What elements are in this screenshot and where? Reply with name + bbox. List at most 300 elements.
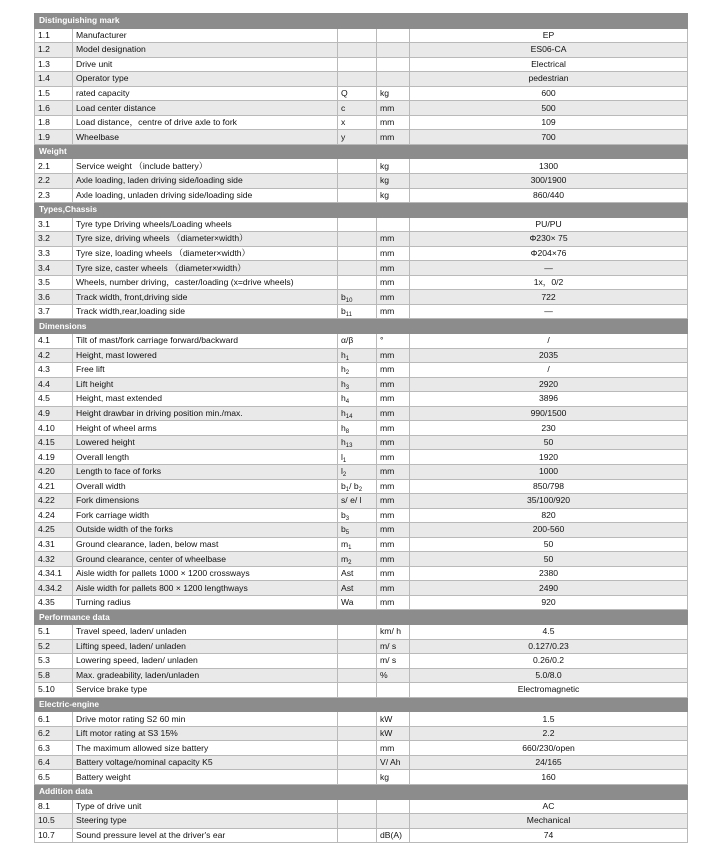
row-value: 1.5 <box>410 712 688 727</box>
row-symbol <box>338 72 377 87</box>
row-number: 3.1 <box>35 217 73 232</box>
symbol-text: h <box>341 393 346 404</box>
row-symbol <box>338 799 377 814</box>
row-symbol <box>338 814 377 829</box>
symbol-subscript: 5 <box>345 530 350 537</box>
row-value: — <box>410 261 688 276</box>
row-value: 920 <box>410 595 688 610</box>
row-item: Travel speed, laden/ unladen <box>73 624 338 639</box>
row-value: 0.127/0.23 <box>410 639 688 654</box>
row-value: 700 <box>410 130 688 145</box>
section-header <box>35 697 688 712</box>
spec-row <box>35 130 688 145</box>
row-number: 2.3 <box>35 188 73 203</box>
row-unit: mm <box>377 450 410 465</box>
row-symbol <box>338 712 377 727</box>
row-symbol <box>338 654 377 669</box>
row-unit: m/ s <box>377 654 410 669</box>
row-item: Tilt of mast/fork carriage forward/backward <box>73 334 338 349</box>
row-unit: mm <box>377 115 410 130</box>
row-unit: mm <box>377 421 410 436</box>
spec-row <box>35 494 688 509</box>
symbol-text: l <box>341 466 343 477</box>
row-value: 0.26/0.2 <box>410 654 688 669</box>
row-value: 860/440 <box>410 188 688 203</box>
symbol-text: α/β <box>341 335 354 346</box>
row-item: Lowered height <box>73 435 338 450</box>
row-number: 3.3 <box>35 246 73 261</box>
spec-row <box>35 217 688 232</box>
row-unit: mm <box>377 363 410 378</box>
row-unit: ° <box>377 334 410 349</box>
row-value: 3896 <box>410 392 688 407</box>
spec-row <box>35 683 688 698</box>
row-symbol <box>338 217 377 232</box>
row-value: Electrical <box>410 57 688 72</box>
row-number: 6.1 <box>35 712 73 727</box>
symbol-text-2: / b <box>349 480 359 491</box>
row-symbol <box>338 188 377 203</box>
row-unit: mm <box>377 741 410 756</box>
row-item: Height of wheel arms <box>73 421 338 436</box>
row-item: Axle loading, laden driving side/loading side <box>73 174 338 189</box>
row-symbol <box>338 741 377 756</box>
row-number: 3.7 <box>35 304 73 319</box>
row-item: Model designation <box>73 43 338 58</box>
row-number: 5.10 <box>35 683 73 698</box>
symbol-subscript: 8 <box>345 428 350 435</box>
row-item: The maximum allowed size battery <box>73 741 338 756</box>
symbol-text: Ast <box>341 568 354 579</box>
row-number: 1.8 <box>35 115 73 130</box>
spec-row <box>35 188 688 203</box>
row-number: 6.5 <box>35 770 73 785</box>
spec-row <box>35 464 688 479</box>
row-unit <box>377 57 410 72</box>
row-item: Height, mast extended <box>73 392 338 407</box>
row-symbol <box>338 86 377 101</box>
row-number: 4.4 <box>35 377 73 392</box>
row-item: Aisle width for pallets 800 × 1200 lengthways <box>73 581 338 596</box>
row-symbol <box>338 770 377 785</box>
row-item: Lift height <box>73 377 338 392</box>
symbol-text: h <box>341 408 346 419</box>
row-symbol <box>338 508 377 523</box>
row-symbol <box>338 566 377 581</box>
row-value: Electromagnetic <box>410 683 688 698</box>
row-item: Outside width of the forks <box>73 523 338 538</box>
row-unit <box>377 217 410 232</box>
spec-row <box>35 450 688 465</box>
symbol-text: Q <box>341 88 348 98</box>
row-value: 230 <box>410 421 688 436</box>
symbol-text: h <box>341 437 346 448</box>
row-item: Fork dimensions <box>73 494 338 509</box>
symbol-text: b <box>341 509 346 520</box>
row-unit: mm <box>377 581 410 596</box>
row-value: 24/165 <box>410 755 688 770</box>
row-value: 1000 <box>410 464 688 479</box>
row-unit: mm <box>377 290 410 305</box>
row-number: 1.4 <box>35 72 73 87</box>
row-value: PU/PU <box>410 217 688 232</box>
row-symbol <box>338 261 377 276</box>
row-item: Lifting speed, laden/ unladen <box>73 639 338 654</box>
row-item: Tyre size, loading wheels （diameter×width） <box>73 246 338 261</box>
symbol-subscript: 4 <box>345 399 350 406</box>
row-number: 4.1 <box>35 334 73 349</box>
row-number: 1.5 <box>35 86 73 101</box>
row-number: 4.15 <box>35 435 73 450</box>
row-symbol <box>338 130 377 145</box>
spec-row <box>35 275 688 290</box>
row-number: 4.21 <box>35 479 73 494</box>
row-value: 1x，0/2 <box>410 275 688 290</box>
row-unit: mm <box>377 494 410 509</box>
row-symbol <box>338 421 377 436</box>
section-title: Performance data <box>35 610 688 625</box>
spec-row <box>35 377 688 392</box>
row-unit: mm <box>377 246 410 261</box>
row-number: 4.31 <box>35 537 73 552</box>
row-number: 1.6 <box>35 101 73 116</box>
spec-row <box>35 86 688 101</box>
row-number: 4.5 <box>35 392 73 407</box>
row-symbol <box>338 275 377 290</box>
row-symbol <box>338 450 377 465</box>
row-unit <box>377 814 410 829</box>
row-unit: kg <box>377 188 410 203</box>
row-value: 722 <box>410 290 688 305</box>
row-item: Height, mast lowered <box>73 348 338 363</box>
spec-row <box>35 814 688 829</box>
spec-row <box>35 334 688 349</box>
spec-row <box>35 508 688 523</box>
symbol-text: s/ e/ l <box>341 495 362 506</box>
row-number: 5.8 <box>35 668 73 683</box>
spec-row <box>35 654 688 669</box>
row-item: Turning radius <box>73 595 338 610</box>
row-value: / <box>410 334 688 349</box>
row-item: Battery weight <box>73 770 338 785</box>
symbol-subscript: 10 <box>345 297 353 304</box>
row-symbol <box>338 392 377 407</box>
row-number: 4.19 <box>35 450 73 465</box>
row-symbol <box>338 101 377 116</box>
spec-row <box>35 828 688 843</box>
row-number: 4.25 <box>35 523 73 538</box>
row-unit: mm <box>377 130 410 145</box>
row-symbol <box>338 595 377 610</box>
row-value: Mechanical <box>410 814 688 829</box>
row-number: 4.34.1 <box>35 566 73 581</box>
row-item: Service brake type <box>73 683 338 698</box>
row-item: Axle loading, unladen driving side/loading side <box>73 188 338 203</box>
row-value: pedestrian <box>410 72 688 87</box>
row-number: 1.9 <box>35 130 73 145</box>
row-number: 1.1 <box>35 28 73 43</box>
row-symbol <box>338 828 377 843</box>
row-value: 5.0/8.0 <box>410 668 688 683</box>
row-symbol <box>338 115 377 130</box>
row-symbol <box>338 435 377 450</box>
row-item: Fork carriage width <box>73 508 338 523</box>
row-number: 10.7 <box>35 828 73 843</box>
symbol-text: m <box>341 553 349 564</box>
spec-row <box>35 479 688 494</box>
row-value: 160 <box>410 770 688 785</box>
symbol-subscript: 3 <box>345 384 350 391</box>
spec-row <box>35 115 688 130</box>
row-number: 10.5 <box>35 814 73 829</box>
row-unit: mm <box>377 464 410 479</box>
row-symbol <box>338 43 377 58</box>
section-title: Dimensions <box>35 319 688 334</box>
symbol-subscript-2: 2 <box>358 486 363 493</box>
spec-table <box>34 13 688 843</box>
row-item: Operator type <box>73 72 338 87</box>
spec-row <box>35 28 688 43</box>
row-unit: kW <box>377 726 410 741</box>
row-number: 4.22 <box>35 494 73 509</box>
symbol-text: Wa <box>341 597 354 608</box>
row-number: 2.1 <box>35 159 73 174</box>
row-value: EP <box>410 28 688 43</box>
row-value: 2035 <box>410 348 688 363</box>
row-symbol <box>338 57 377 72</box>
row-number: 4.9 <box>35 406 73 421</box>
row-unit: mm <box>377 508 410 523</box>
row-item: Tyre type Driving wheels/Loading wheels <box>73 217 338 232</box>
symbol-text: h <box>341 378 346 389</box>
section-header <box>35 144 688 159</box>
row-item: Track width,rear,loading side <box>73 304 338 319</box>
row-value: 2490 <box>410 581 688 596</box>
row-unit: m/ s <box>377 639 410 654</box>
row-number: 4.32 <box>35 552 73 567</box>
row-item: Load center distance <box>73 101 338 116</box>
row-value: 850/798 <box>410 479 688 494</box>
row-unit <box>377 683 410 698</box>
row-item: Drive motor rating S2 60 min <box>73 712 338 727</box>
row-symbol <box>338 552 377 567</box>
symbol-subscript: 2 <box>348 559 352 566</box>
row-value: 990/1500 <box>410 406 688 421</box>
row-unit: mm <box>377 261 410 276</box>
row-unit: dB(A) <box>377 828 410 843</box>
row-item: Sound pressure level at the driver's ear <box>73 828 338 843</box>
row-symbol <box>338 639 377 654</box>
section-title: Electric-engine <box>35 697 688 712</box>
row-symbol <box>338 668 377 683</box>
row-value: 74 <box>410 828 688 843</box>
row-number: 6.3 <box>35 741 73 756</box>
row-unit: mm <box>377 566 410 581</box>
row-item: Lift motor rating at S3 15% <box>73 726 338 741</box>
row-value: ES06-CA <box>410 43 688 58</box>
row-unit: mm <box>377 406 410 421</box>
symbol-text: x <box>341 117 346 128</box>
row-value: 2.2 <box>410 726 688 741</box>
row-item: Height drawbar in driving position min./max. <box>73 406 338 421</box>
spec-row <box>35 639 688 654</box>
row-item: Free lift <box>73 363 338 378</box>
row-symbol <box>338 406 377 421</box>
row-unit: mm <box>377 479 410 494</box>
spec-row <box>35 43 688 58</box>
symbol-subscript: 1 <box>345 486 350 493</box>
row-item: Load distance，centre of drive axle to fork <box>73 115 338 130</box>
spec-row <box>35 566 688 581</box>
row-number: 6.4 <box>35 755 73 770</box>
row-value: 2380 <box>410 566 688 581</box>
spec-row <box>35 595 688 610</box>
row-unit: % <box>377 668 410 683</box>
spec-row <box>35 523 688 538</box>
spec-row <box>35 101 688 116</box>
row-symbol <box>338 683 377 698</box>
row-unit: kW <box>377 712 410 727</box>
row-symbol <box>338 523 377 538</box>
symbol-text: b <box>341 306 346 317</box>
spec-row <box>35 624 688 639</box>
row-number: 3.2 <box>35 232 73 247</box>
row-value: 50 <box>410 537 688 552</box>
row-item: rated capacity <box>73 86 338 101</box>
row-value: 50 <box>410 435 688 450</box>
row-symbol <box>338 537 377 552</box>
row-unit: mm <box>377 348 410 363</box>
spec-row <box>35 668 688 683</box>
row-value: 50 <box>410 552 688 567</box>
spec-row <box>35 799 688 814</box>
row-unit <box>377 43 410 58</box>
section-title: Addition data <box>35 784 688 799</box>
row-unit: mm <box>377 435 410 450</box>
row-unit: mm <box>377 101 410 116</box>
row-unit: mm <box>377 552 410 567</box>
row-item: Wheelbase <box>73 130 338 145</box>
spec-table-body <box>35 14 688 843</box>
row-value: — <box>410 304 688 319</box>
row-value: 1920 <box>410 450 688 465</box>
row-number: 1.3 <box>35 57 73 72</box>
row-symbol <box>338 377 377 392</box>
row-value: 300/1900 <box>410 174 688 189</box>
row-value: 4.5 <box>410 624 688 639</box>
row-symbol <box>338 290 377 305</box>
symbol-text: b <box>341 480 346 491</box>
symbol-text: m <box>341 538 349 549</box>
row-item: Service weight （include battery） <box>73 159 338 174</box>
symbol-subscript: 1 <box>342 457 347 464</box>
row-item: Ground clearance, center of wheelbase <box>73 552 338 567</box>
row-unit: mm <box>377 595 410 610</box>
section-header <box>35 784 688 799</box>
row-number: 1.2 <box>35 43 73 58</box>
row-value: 200-560 <box>410 523 688 538</box>
spec-row <box>35 392 688 407</box>
spec-row <box>35 552 688 567</box>
row-value: Φ230× 75 <box>410 232 688 247</box>
row-number: 5.2 <box>35 639 73 654</box>
spec-row <box>35 348 688 363</box>
row-unit: mm <box>377 304 410 319</box>
row-symbol <box>338 246 377 261</box>
row-value: Φ204×76 <box>410 246 688 261</box>
row-symbol <box>338 464 377 479</box>
row-value: 35/100/920 <box>410 494 688 509</box>
spec-row <box>35 57 688 72</box>
symbol-text: y <box>341 131 346 142</box>
row-number: 8.1 <box>35 799 73 814</box>
symbol-subscript: 2 <box>345 370 350 377</box>
section-title: Distinguishing mark <box>35 14 688 29</box>
symbol-text: h <box>341 422 346 433</box>
spec-row <box>35 304 688 319</box>
row-item: Aisle width for pallets 1000 × 1200 crossways <box>73 566 338 581</box>
row-item: Overall width <box>73 479 338 494</box>
symbol-subscript: 14 <box>345 414 353 421</box>
row-number: 3.5 <box>35 275 73 290</box>
row-value: 2920 <box>410 377 688 392</box>
row-number: 4.3 <box>35 363 73 378</box>
row-symbol <box>338 494 377 509</box>
row-item: Tyre size, caster wheels （diameter×width） <box>73 261 338 276</box>
row-item: Tyre size, driving wheels （diameter×width） <box>73 232 338 247</box>
row-symbol <box>338 159 377 174</box>
row-number: 2.2 <box>35 174 73 189</box>
row-symbol <box>338 304 377 319</box>
row-symbol <box>338 334 377 349</box>
row-unit: km/ h <box>377 624 410 639</box>
section-header <box>35 319 688 334</box>
spec-row <box>35 72 688 87</box>
row-value: AC <box>410 799 688 814</box>
section-title: Types,Chassis <box>35 203 688 218</box>
row-symbol <box>338 363 377 378</box>
spec-row <box>35 712 688 727</box>
spec-row <box>35 435 688 450</box>
row-item: Type of drive unit <box>73 799 338 814</box>
spec-row <box>35 363 688 378</box>
row-number: 4.35 <box>35 595 73 610</box>
spec-row <box>35 770 688 785</box>
row-unit: kg <box>377 159 410 174</box>
symbol-text: b <box>341 524 346 535</box>
row-item: Manufacturer <box>73 28 338 43</box>
row-number: 5.3 <box>35 654 73 669</box>
spec-row <box>35 246 688 261</box>
row-value: 1300 <box>410 159 688 174</box>
section-title: Weight <box>35 144 688 159</box>
row-item: Battery voltage/nominal capacity K5 <box>73 755 338 770</box>
row-symbol <box>338 28 377 43</box>
spec-row <box>35 232 688 247</box>
row-number: 6.2 <box>35 726 73 741</box>
row-number: 4.34.2 <box>35 581 73 596</box>
row-value: 109 <box>410 115 688 130</box>
row-unit: mm <box>377 275 410 290</box>
row-symbol <box>338 581 377 596</box>
row-number: 3.6 <box>35 290 73 305</box>
spec-row <box>35 537 688 552</box>
row-number: 4.2 <box>35 348 73 363</box>
symbol-text: c <box>341 102 346 113</box>
symbol-subscript: 2 <box>342 472 347 479</box>
row-item: Length to face of forks <box>73 464 338 479</box>
row-unit <box>377 72 410 87</box>
